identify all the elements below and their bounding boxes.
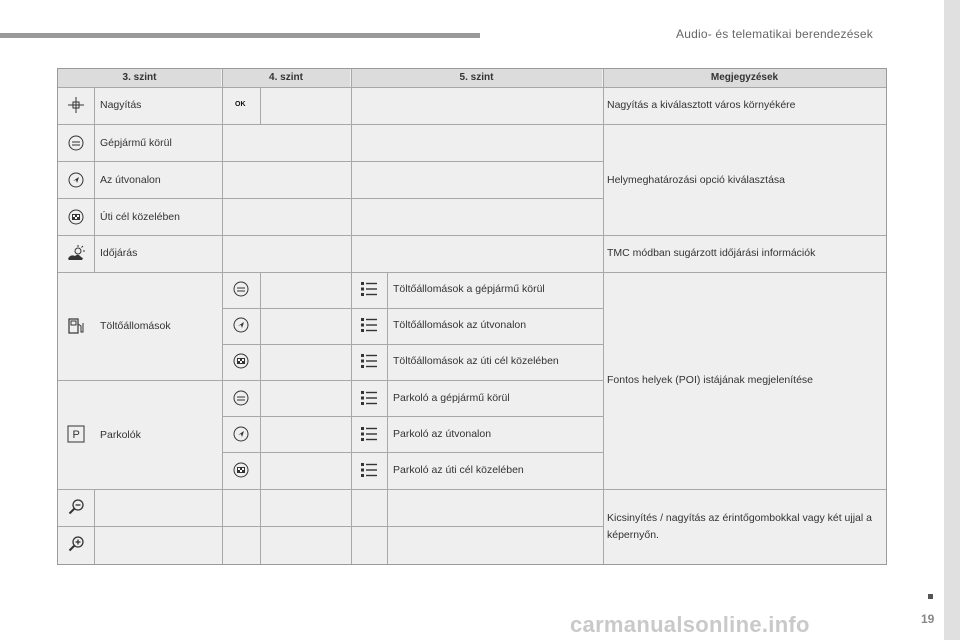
row-label-fuel: Töltőállomások — [100, 320, 171, 332]
column-header: 3. szint — [58, 69, 221, 87]
fuel-item: Töltőállomások az úti cél közelében — [393, 355, 559, 367]
vehicle-icon — [68, 135, 84, 151]
row-label-near-destination: Úti cél közelében — [100, 211, 180, 223]
svg-text:P: P — [72, 429, 80, 441]
page-edge-strip — [944, 0, 960, 640]
list-icon — [361, 390, 377, 406]
note-location: Helymeghatározási opció kiválasztása — [607, 174, 786, 186]
continuation-marker — [928, 594, 933, 599]
fuel-item: Töltőállomások a gépjármű körül — [393, 283, 545, 295]
route-arrow-icon — [68, 172, 84, 188]
fuel-item: Töltőállomások az útvonalon — [393, 319, 527, 331]
column-header: 4. szint — [222, 69, 350, 87]
destination-flag-icon — [233, 462, 249, 478]
vehicle-icon — [233, 281, 249, 297]
note-poi: Fontos helyek (POI) istájának megjelenítése — [607, 374, 814, 386]
route-arrow-icon — [233, 317, 249, 333]
weather-icon — [67, 245, 85, 263]
row-label-parking: Parkolók — [100, 429, 141, 441]
row-label-on-route: Az útvonalon — [100, 174, 161, 186]
list-icon — [361, 353, 377, 369]
zoom-out-icon — [68, 499, 84, 515]
parking-item: Parkoló az úti cél közelében — [393, 464, 524, 476]
header-bar — [0, 33, 480, 38]
route-arrow-icon — [233, 426, 249, 442]
list-icon — [361, 281, 377, 297]
column-header: Megjegyzések — [603, 69, 886, 87]
menu-table — [57, 68, 887, 565]
note-zoom-gesture: Kicsinyítés / nagyítás az érintőgombokkal vagy két ujjal a képernyőn. — [607, 512, 872, 541]
watermark: carmanualsonline.info — [570, 612, 810, 637]
destination-flag-icon — [68, 209, 84, 225]
fuel-station-icon — [67, 317, 85, 335]
note-weather: TMC módban sugárzott időjárási információk — [607, 247, 816, 259]
note-zoom: Nagyítás a kiválasztott város környékére — [607, 99, 796, 111]
list-icon — [361, 426, 377, 442]
row-label-weather: Időjárás — [100, 247, 138, 259]
page-number: 19 — [921, 612, 935, 626]
destination-flag-icon — [233, 353, 249, 369]
section-title: Audio- és telematikai berendezések — [676, 27, 873, 41]
list-icon — [361, 317, 377, 333]
list-icon — [361, 462, 377, 478]
vehicle-icon — [233, 390, 249, 406]
parking-icon — [67, 425, 85, 443]
column-header: 5. szint — [351, 69, 602, 87]
zoom-crosshair-icon — [68, 97, 84, 113]
ok-button-label: OK — [235, 101, 246, 108]
row-label-zoom: Nagyítás — [100, 99, 142, 111]
row-label-around-vehicle: Gépjármű körül — [100, 137, 172, 149]
zoom-in-icon — [68, 536, 84, 552]
parking-item: Parkoló a gépjármű körül — [393, 392, 510, 404]
parking-item: Parkoló az útvonalon — [393, 428, 492, 440]
